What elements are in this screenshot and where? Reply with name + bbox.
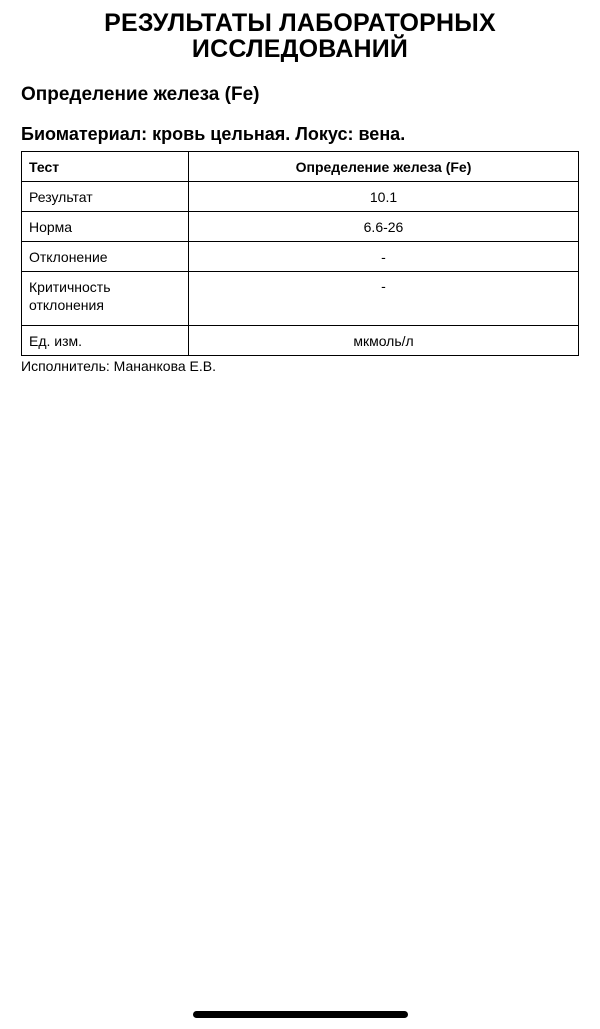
table-row-norm [22, 212, 579, 242]
page-title-line-1: РЕЗУЛЬТАТЫ ЛАБОРАТОРНЫХ [104, 9, 496, 37]
row-label-criticality-line-1: Критичность [29, 279, 111, 295]
header-test-label: Тест [22, 152, 189, 182]
results-table [21, 151, 579, 356]
row-value-deviation: - [189, 242, 579, 272]
executor-signature: Исполнитель: Мананкова Е.В. [21, 358, 216, 374]
table-header-row [22, 152, 579, 182]
home-indicator-bar[interactable] [193, 1011, 408, 1018]
table-row-criticality [22, 272, 579, 326]
header-test-name: Определение железа (Fe) [189, 152, 579, 182]
row-label-norm: Норма [22, 212, 189, 242]
row-value-norm: 6.6-26 [189, 212, 579, 242]
test-name-heading: Определение железа (Fe) [21, 84, 260, 105]
row-label-criticality [22, 272, 189, 326]
page-title [20, 10, 580, 62]
page-title-line-2: ИССЛЕДОВАНИЙ [191, 35, 409, 63]
row-label-criticality-line-2: отклонения [29, 297, 104, 313]
table-row-units [22, 326, 579, 356]
row-label-result: Результат [22, 182, 189, 212]
table-row-result [22, 182, 579, 212]
row-value-criticality: - [189, 272, 579, 326]
row-value-units: мкмоль/л [189, 326, 579, 356]
row-value-result: 10.1 [189, 182, 579, 212]
row-label-units: Ед. изм. [22, 326, 189, 356]
biomaterial-info: Биоматериал: кровь цельная. Локус: вена. [21, 124, 406, 144]
row-label-deviation: Отклонение [22, 242, 189, 272]
table-row-deviation [22, 242, 579, 272]
